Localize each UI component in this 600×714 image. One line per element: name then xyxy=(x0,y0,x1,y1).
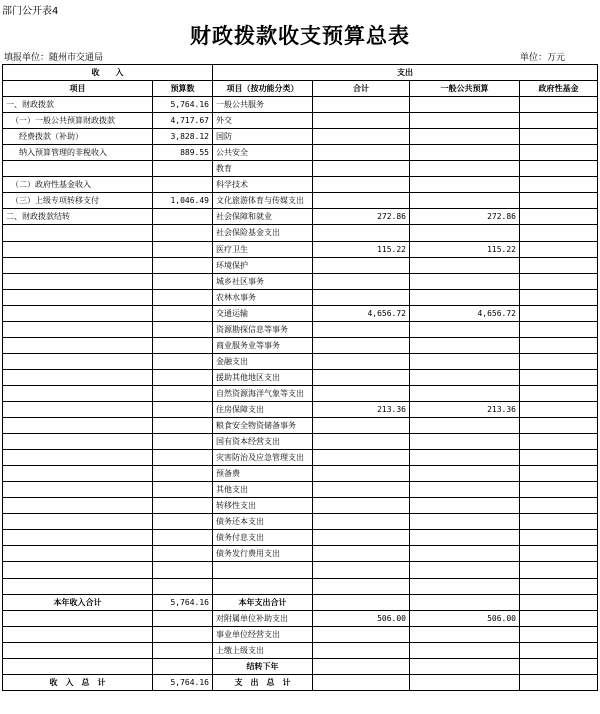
table-row xyxy=(3,450,598,466)
expense-item-cell: 公共安全 xyxy=(213,145,313,161)
expense-total-cell xyxy=(313,257,410,273)
table-row xyxy=(3,434,598,450)
income-budget-cell: 3,828.12 xyxy=(153,129,213,145)
income-budget-cell xyxy=(153,658,213,674)
expense-general-cell: 4,656.72 xyxy=(410,305,520,321)
income-item-cell xyxy=(3,658,153,674)
expense-item-cell: 医疗卫生 xyxy=(213,241,313,257)
table-row xyxy=(3,546,598,562)
income-item-cell xyxy=(3,161,153,177)
expense-general-cell xyxy=(410,498,520,514)
income-item-cell xyxy=(3,401,153,417)
expense-gov-fund-cell xyxy=(520,642,598,658)
expense-general-cell xyxy=(410,674,520,690)
expense-item-cell: 国有资本经营支出 xyxy=(213,434,313,450)
income-item-cell xyxy=(3,273,153,289)
income-budget-cell xyxy=(153,401,213,417)
income-item-cell xyxy=(3,353,153,369)
income-budget-cell: 4,717.67 xyxy=(153,113,213,129)
expense-item-cell: 支 出 总 计 xyxy=(213,674,313,690)
income-budget-cell xyxy=(153,482,213,498)
expense-general-cell xyxy=(410,530,520,546)
currency-unit-label: 单位：万元 xyxy=(520,53,566,63)
table-row xyxy=(3,482,598,498)
income-item-cell: （三）上级专项转移支付 xyxy=(3,193,153,209)
expense-general-cell xyxy=(410,193,520,209)
col-header-gov-fund: 政府性基金 xyxy=(520,81,598,97)
expense-item-cell: 自然资源海洋气象等支出 xyxy=(213,385,313,401)
expense-general-cell xyxy=(410,353,520,369)
expense-general-cell xyxy=(410,337,520,353)
table-row xyxy=(3,674,598,690)
expense-item-cell: 住房保障支出 xyxy=(213,401,313,417)
income-budget-cell xyxy=(153,161,213,177)
expense-gov-fund-cell xyxy=(520,113,598,129)
income-budget-cell xyxy=(153,418,213,434)
income-item-cell xyxy=(3,546,153,562)
income-budget-cell xyxy=(153,241,213,257)
income-item-cell xyxy=(3,418,153,434)
table-row xyxy=(3,498,598,514)
income-item-cell xyxy=(3,482,153,498)
expense-total-cell xyxy=(313,145,410,161)
expense-item-cell: 债务发行费用支出 xyxy=(213,546,313,562)
expense-item-cell: 金融支出 xyxy=(213,353,313,369)
table-row xyxy=(3,385,598,401)
expense-general-cell xyxy=(410,145,520,161)
col-header-func-item: 项目（按功能分类） xyxy=(213,81,313,97)
income-budget-cell xyxy=(153,514,213,530)
expense-total-cell xyxy=(313,626,410,642)
expense-item-cell: 债务付息支出 xyxy=(213,530,313,546)
table-row xyxy=(3,418,598,434)
page-title: 财政拨款收支预算总表 xyxy=(190,24,410,48)
income-budget-cell xyxy=(153,305,213,321)
income-budget-cell xyxy=(153,353,213,369)
income-budget-cell xyxy=(153,642,213,658)
expense-general-cell: 506.00 xyxy=(410,610,520,626)
expense-general-cell: 213.36 xyxy=(410,401,520,417)
income-budget-cell xyxy=(153,209,213,225)
expense-gov-fund-cell xyxy=(520,498,598,514)
income-budget-cell xyxy=(153,289,213,305)
expense-general-cell xyxy=(410,594,520,610)
expense-general-cell xyxy=(410,562,520,578)
income-item-cell xyxy=(3,626,153,642)
expense-item-cell: 资源勘探信息等事务 xyxy=(213,321,313,337)
table-row xyxy=(3,225,598,241)
expense-gov-fund-cell xyxy=(520,337,598,353)
expense-general-cell xyxy=(410,225,520,241)
income-item-cell xyxy=(3,562,153,578)
expense-item-cell: 科学技术 xyxy=(213,177,313,193)
expense-group-header: 支出 xyxy=(213,65,598,81)
income-budget-cell: 5,764.16 xyxy=(153,674,213,690)
expense-general-cell xyxy=(410,466,520,482)
expense-general-cell xyxy=(410,450,520,466)
expense-gov-fund-cell xyxy=(520,466,598,482)
table-row xyxy=(3,401,598,417)
expense-general-cell xyxy=(410,434,520,450)
table-number-tag: 部门公开表4 xyxy=(2,6,59,17)
expense-item-cell: 交通运输 xyxy=(213,305,313,321)
expense-item-cell: 本年支出合计 xyxy=(213,594,313,610)
expense-general-cell xyxy=(410,113,520,129)
expense-total-cell xyxy=(313,578,410,594)
table-header-row-group xyxy=(3,65,598,81)
expense-item-cell: 预备费 xyxy=(213,466,313,482)
expense-gov-fund-cell xyxy=(520,209,598,225)
expense-item-cell: 社会保障和就业 xyxy=(213,209,313,225)
expense-item-cell: 外交 xyxy=(213,113,313,129)
table-body xyxy=(3,97,598,691)
income-budget-cell xyxy=(153,610,213,626)
income-item-cell xyxy=(3,530,153,546)
expense-total-cell xyxy=(313,642,410,658)
expense-total-cell xyxy=(313,466,410,482)
expense-gov-fund-cell xyxy=(520,177,598,193)
expense-item-cell: 商业服务业等事务 xyxy=(213,337,313,353)
table-row xyxy=(3,466,598,482)
income-budget-cell xyxy=(153,321,213,337)
expense-total-cell xyxy=(313,418,410,434)
expense-total-cell xyxy=(313,546,410,562)
income-group-header: 收 入 xyxy=(3,65,213,81)
expense-item-cell: 环境保护 xyxy=(213,257,313,273)
expense-item-cell: 债务还本支出 xyxy=(213,514,313,530)
income-item-cell: 二、财政拨款结转 xyxy=(3,209,153,225)
income-item-cell: 本年收入合计 xyxy=(3,594,153,610)
expense-gov-fund-cell xyxy=(520,241,598,257)
expense-item-cell: 对附属单位补助支出 xyxy=(213,610,313,626)
income-budget-cell xyxy=(153,546,213,562)
income-item-cell xyxy=(3,321,153,337)
expense-total-cell xyxy=(313,674,410,690)
expense-gov-fund-cell xyxy=(520,546,598,562)
expense-gov-fund-cell xyxy=(520,418,598,434)
expense-gov-fund-cell xyxy=(520,353,598,369)
expense-general-cell: 272.86 xyxy=(410,209,520,225)
expense-item-cell: 援助其他地区支出 xyxy=(213,369,313,385)
income-item-cell: 收 入 总 计 xyxy=(3,674,153,690)
expense-general-cell xyxy=(410,642,520,658)
expense-total-cell xyxy=(313,337,410,353)
expense-general-cell xyxy=(410,273,520,289)
income-item-cell xyxy=(3,514,153,530)
income-budget-cell xyxy=(153,337,213,353)
expense-gov-fund-cell xyxy=(520,321,598,337)
expense-total-cell xyxy=(313,225,410,241)
col-header-general: 一般公共预算 xyxy=(410,81,520,97)
col-header-budget: 预算数 xyxy=(153,81,213,97)
expense-total-cell xyxy=(313,177,410,193)
income-budget-cell xyxy=(153,498,213,514)
expense-item-cell: 城乡社区事务 xyxy=(213,273,313,289)
table-row xyxy=(3,321,598,337)
income-budget-cell xyxy=(153,466,213,482)
table-row xyxy=(3,305,598,321)
income-item-cell xyxy=(3,578,153,594)
expense-total-cell xyxy=(313,129,410,145)
expense-general-cell xyxy=(410,97,520,113)
expense-gov-fund-cell xyxy=(520,434,598,450)
income-item-cell xyxy=(3,337,153,353)
expense-item-cell: 结转下年 xyxy=(213,658,313,674)
table-row xyxy=(3,161,598,177)
table-row xyxy=(3,273,598,289)
expense-item-cell: 农林水事务 xyxy=(213,289,313,305)
expense-gov-fund-cell xyxy=(520,626,598,642)
expense-gov-fund-cell xyxy=(520,161,598,177)
income-item-cell xyxy=(3,466,153,482)
table-row xyxy=(3,209,598,225)
table-row xyxy=(3,337,598,353)
income-item-cell: 一、财政拨款 xyxy=(3,97,153,113)
income-item-cell xyxy=(3,289,153,305)
expense-general-cell xyxy=(410,177,520,193)
col-header-total: 合计 xyxy=(313,81,410,97)
expense-total-cell xyxy=(313,450,410,466)
expense-total-cell xyxy=(313,498,410,514)
income-item-cell xyxy=(3,305,153,321)
table-row xyxy=(3,129,598,145)
expense-total-cell xyxy=(313,193,410,209)
expense-general-cell xyxy=(410,289,520,305)
table-row xyxy=(3,610,598,626)
income-budget-cell xyxy=(153,225,213,241)
expense-general-cell xyxy=(410,321,520,337)
expense-item-cell: 灾害防治及应急管理支出 xyxy=(213,450,313,466)
expense-total-cell xyxy=(313,594,410,610)
expense-general-cell xyxy=(410,578,520,594)
expense-gov-fund-cell xyxy=(520,482,598,498)
expense-general-cell xyxy=(410,161,520,177)
income-budget-cell: 889.55 xyxy=(153,145,213,161)
expense-total-cell: 213.36 xyxy=(313,401,410,417)
expense-gov-fund-cell xyxy=(520,450,598,466)
expense-total-cell xyxy=(313,97,410,113)
income-budget-cell: 5,764.16 xyxy=(153,594,213,610)
expense-gov-fund-cell xyxy=(520,562,598,578)
expense-gov-fund-cell xyxy=(520,369,598,385)
expense-gov-fund-cell xyxy=(520,594,598,610)
expense-gov-fund-cell xyxy=(520,97,598,113)
budget-summary-table xyxy=(2,64,598,691)
expense-total-cell xyxy=(313,658,410,674)
income-budget-cell xyxy=(153,273,213,289)
expense-total-cell xyxy=(313,434,410,450)
income-item-cell: （二）政府性基金收入 xyxy=(3,177,153,193)
table-row xyxy=(3,626,598,642)
expense-total-cell xyxy=(313,113,410,129)
expense-total-cell xyxy=(313,161,410,177)
expense-total-cell xyxy=(313,273,410,289)
income-item-cell xyxy=(3,498,153,514)
expense-gov-fund-cell xyxy=(520,193,598,209)
income-item-cell xyxy=(3,369,153,385)
expense-item-cell xyxy=(213,562,313,578)
income-budget-cell xyxy=(153,450,213,466)
expense-item-cell: 粮食安全物资储备事务 xyxy=(213,418,313,434)
expense-item-cell: 文化旅游体育与传媒支出 xyxy=(213,193,313,209)
income-budget-cell xyxy=(153,257,213,273)
income-budget-cell xyxy=(153,177,213,193)
expense-gov-fund-cell xyxy=(520,401,598,417)
expense-gov-fund-cell xyxy=(520,225,598,241)
expense-gov-fund-cell xyxy=(520,385,598,401)
expense-total-cell xyxy=(313,562,410,578)
expense-general-cell xyxy=(410,257,520,273)
table-row xyxy=(3,562,598,578)
expense-gov-fund-cell xyxy=(520,610,598,626)
expense-total-cell xyxy=(313,353,410,369)
income-item-cell xyxy=(3,257,153,273)
expense-item-cell xyxy=(213,578,313,594)
table-row xyxy=(3,530,598,546)
expense-gov-fund-cell xyxy=(520,530,598,546)
table-row xyxy=(3,97,598,113)
table-row xyxy=(3,369,598,385)
table-row xyxy=(3,578,598,594)
expense-general-cell xyxy=(410,514,520,530)
expense-total-cell xyxy=(313,482,410,498)
expense-total-cell: 506.00 xyxy=(313,610,410,626)
expense-item-cell: 国防 xyxy=(213,129,313,145)
income-item-cell: 经费拨款（补助） xyxy=(3,129,153,145)
expense-general-cell xyxy=(410,418,520,434)
income-item-cell xyxy=(3,225,153,241)
income-item-cell xyxy=(3,241,153,257)
expense-gov-fund-cell xyxy=(520,289,598,305)
expense-gov-fund-cell xyxy=(520,305,598,321)
expense-gov-fund-cell xyxy=(520,578,598,594)
col-header-item: 项目 xyxy=(3,81,153,97)
expense-item-cell: 一般公共服务 xyxy=(213,97,313,113)
income-budget-cell xyxy=(153,578,213,594)
expense-general-cell xyxy=(410,385,520,401)
income-item-cell: （一）一般公共预算财政拨款 xyxy=(3,113,153,129)
table-row xyxy=(3,658,598,674)
expense-gov-fund-cell xyxy=(520,129,598,145)
expense-item-cell: 其他支出 xyxy=(213,482,313,498)
expense-gov-fund-cell xyxy=(520,145,598,161)
income-item-cell xyxy=(3,610,153,626)
income-item-cell xyxy=(3,642,153,658)
table-row xyxy=(3,642,598,658)
expense-general-cell xyxy=(410,658,520,674)
expense-general-cell xyxy=(410,626,520,642)
expense-total-cell: 115.22 xyxy=(313,241,410,257)
table-row xyxy=(3,594,598,610)
expense-gov-fund-cell xyxy=(520,658,598,674)
expense-general-cell xyxy=(410,482,520,498)
expense-item-cell: 社会保险基金支出 xyxy=(213,225,313,241)
expense-total-cell xyxy=(313,369,410,385)
table-row xyxy=(3,353,598,369)
income-budget-cell: 5,764.16 xyxy=(153,97,213,113)
filing-unit-label: 填报单位：随州市交通局 xyxy=(4,53,104,63)
table-row xyxy=(3,113,598,129)
income-budget-cell xyxy=(153,369,213,385)
table-row xyxy=(3,241,598,257)
table-row xyxy=(3,145,598,161)
income-budget-cell xyxy=(153,530,213,546)
expense-item-cell: 教育 xyxy=(213,161,313,177)
table-header-row xyxy=(3,81,598,97)
income-item-cell: 纳入预算管理的非税收入 xyxy=(3,145,153,161)
income-item-cell xyxy=(3,385,153,401)
table-row xyxy=(3,289,598,305)
expense-gov-fund-cell xyxy=(520,273,598,289)
expense-item-cell: 转移性支出 xyxy=(213,498,313,514)
income-item-cell xyxy=(3,450,153,466)
expense-gov-fund-cell xyxy=(520,674,598,690)
expense-total-cell xyxy=(313,514,410,530)
expense-total-cell: 4,656.72 xyxy=(313,305,410,321)
expense-total-cell xyxy=(313,321,410,337)
income-budget-cell: 1,046.49 xyxy=(153,193,213,209)
expense-total-cell xyxy=(313,530,410,546)
expense-item-cell: 上缴上级支出 xyxy=(213,642,313,658)
table-row xyxy=(3,514,598,530)
expense-item-cell: 事业单位经营支出 xyxy=(213,626,313,642)
income-budget-cell xyxy=(153,385,213,401)
expense-total-cell xyxy=(313,385,410,401)
expense-total-cell xyxy=(313,289,410,305)
expense-general-cell xyxy=(410,546,520,562)
expense-general-cell xyxy=(410,369,520,385)
expense-gov-fund-cell xyxy=(520,514,598,530)
table-row xyxy=(3,193,598,209)
income-item-cell xyxy=(3,434,153,450)
table-row xyxy=(3,257,598,273)
income-budget-cell xyxy=(153,562,213,578)
income-budget-cell xyxy=(153,626,213,642)
expense-general-cell: 115.22 xyxy=(410,241,520,257)
income-budget-cell xyxy=(153,434,213,450)
table-row xyxy=(3,177,598,193)
expense-general-cell xyxy=(410,129,520,145)
expense-gov-fund-cell xyxy=(520,257,598,273)
expense-total-cell: 272.86 xyxy=(313,209,410,225)
